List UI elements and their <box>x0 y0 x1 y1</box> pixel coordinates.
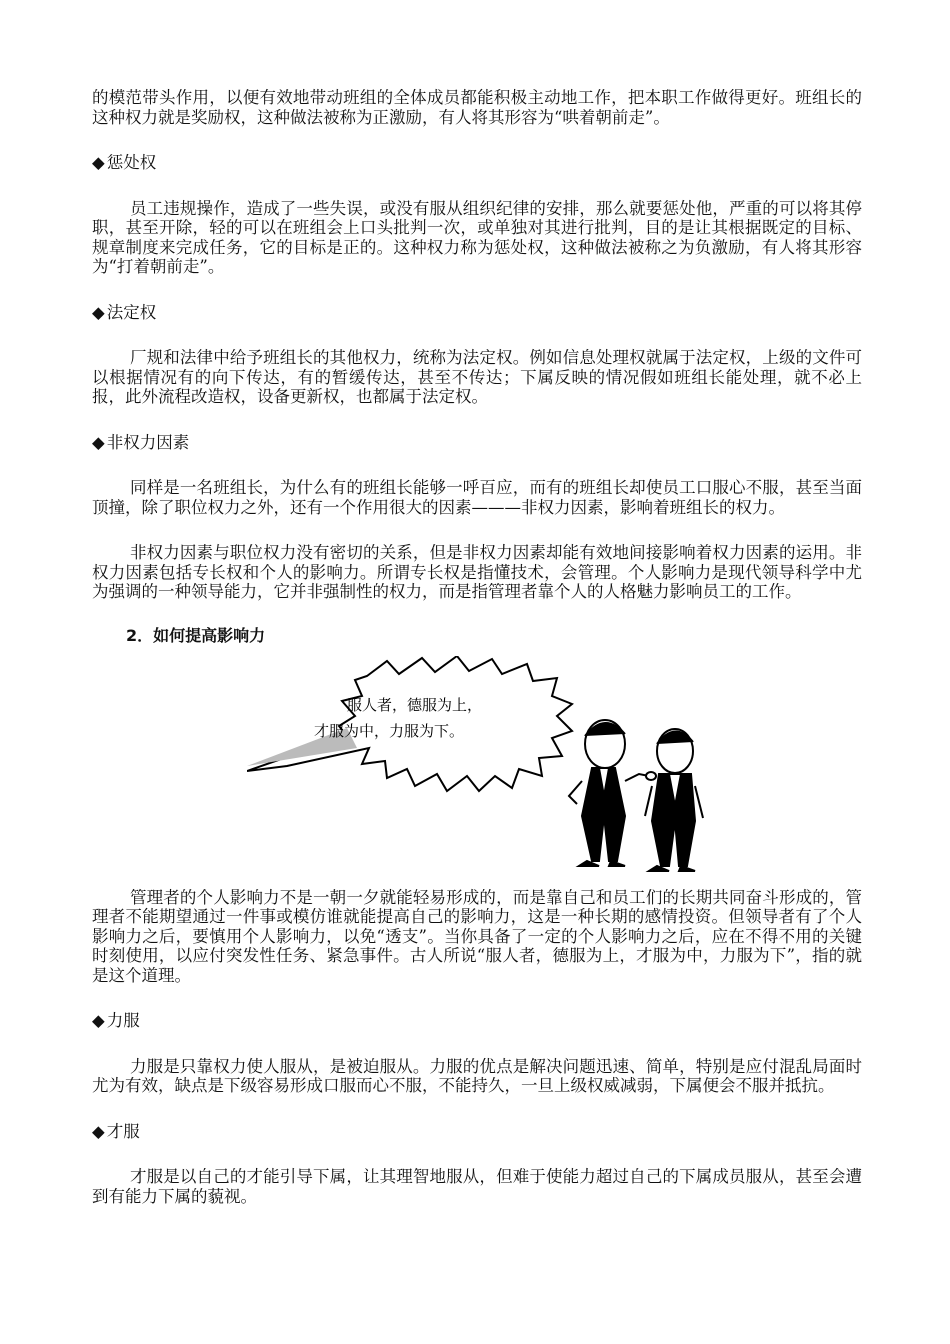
diamond-bullet-icon: ◆ <box>92 302 105 322</box>
man-gesturing-icon <box>569 720 656 866</box>
section-heading: 2．如何提高影响力 <box>126 625 266 645</box>
diamond-bullet-icon: ◆ <box>92 432 105 452</box>
bubble-line-2: 才服为中，力服为下。 <box>314 721 465 740</box>
paragraph-legal-power: 厂规和法律中给予班组长的其他权力，统称为法定权。例如信息处理权就属于法定权，上级的文件可以根据情况有的向下传达，有的暂缓传达，甚至不传达；下属反映的情况假如班组长能处理，就不必上报，此外流程改造权，设备更新权，也都属于法定权。 <box>92 348 862 406</box>
bullet-label: 非权力因素 <box>106 432 190 452</box>
diamond-bullet-icon: ◆ <box>92 153 105 172</box>
document-page <box>92 88 862 1206</box>
paragraph-punishment-power: 员工违规操作，造成了一些失误，或没有服从组织纪律的安排，那么就要惩处他，严重的可以将其停职，甚至开除，轻的可以在班组会上口头批判一次，或单独对其进行批判，目的是让其根据既定的目标、规章制度来完成任务，它的目标是正的。这种权力称为惩处权，这种做法被称之为负激励，有人将其形容为“打着朝前走”。 <box>92 198 862 276</box>
diamond-bullet-icon: ◆ <box>92 1121 105 1141</box>
speech-bubble-cartoon <box>247 656 717 881</box>
bullet-talent-submission <box>92 1122 862 1142</box>
paragraph-personal-influence: 管理者的个人影响力不是一朝一夕就能轻易形成的，而是靠自己和员工们的长期共同奋斗形成的，管理者不能期望通过一件事或模仿谁就能提高自己的影响力，这是一种长期的感情投资。但领导者有了个人影响力之后，要慎用个人影响力，以免“透支”。当你具备了一定的个人影响力之后，应在不得不用的关键时刻使用，以应付突发性任务、紧急事件。古人所说“服人者，德服为上，才服为中，力服为下”，指的就是这个道理。 <box>92 887 862 985</box>
diamond-bullet-icon: ◆ <box>92 1011 105 1030</box>
bullet-non-power-factor <box>92 433 862 453</box>
paragraph-non-power-factor-2: 非权力因素与职位权力没有密切的关系，但是非权力因素却能有效地间接影响着权力因素的运用。非权力因素包括专长权和个人的影响力。所谓专长权是指懂技术，会管理。个人影响力是现代领导科学中尤为强调的一种领导能力，它并非强制性的权力，而是指管理者靠个人的人格魅力影响员工的工作。 <box>92 543 862 601</box>
paragraph-reward-power: 的模范带头作用，以便有效地带动班组的全体成员都能积极主动地工作，把本职工作做得更好。班组长的这种权力就是奖励权，这种做法被称为正激励，有人将其形容为“哄着朝前走”。 <box>92 88 862 127</box>
paragraph-non-power-factor-1: 同样是一名班组长，为什么有的班组长能够一呼百应，而有的班组长却使员工口服心不服，甚至当面顶撞，除了职位权力之外，还有一个作用很大的因素———非权力因素，影响着班组长的权力。 <box>92 478 862 517</box>
cartoon-illustration <box>92 656 862 888</box>
bullet-label: 惩处权 <box>106 153 157 172</box>
bullet-punishment-power <box>92 153 862 173</box>
bullet-force-submission <box>92 1011 862 1031</box>
bullet-legal-power <box>92 303 862 323</box>
paragraph-force-submission: 力服是只靠权力使人服从，是被迫服从。力服的优点是解决问题迅速、简单，特别是应付混乱局面时尤为有效，缺点是下级容易形成口服而心不服，不能持久，一旦上级权威减弱，下属便会不服并抵抗。 <box>92 1056 862 1095</box>
bullet-label: 力服 <box>106 1011 140 1030</box>
bullet-label: 法定权 <box>106 302 157 322</box>
bullet-label: 才服 <box>106 1121 140 1141</box>
bubble-line-1: 服人者，德服为上， <box>347 695 483 714</box>
man-standing-icon <box>645 729 703 871</box>
paragraph-talent-submission: 才服是以自己的才能引导下属，让其理智地服从，但难于使能力超过自己的下属成员服从，甚至会遭到有能力下属的藐视。 <box>92 1167 862 1206</box>
